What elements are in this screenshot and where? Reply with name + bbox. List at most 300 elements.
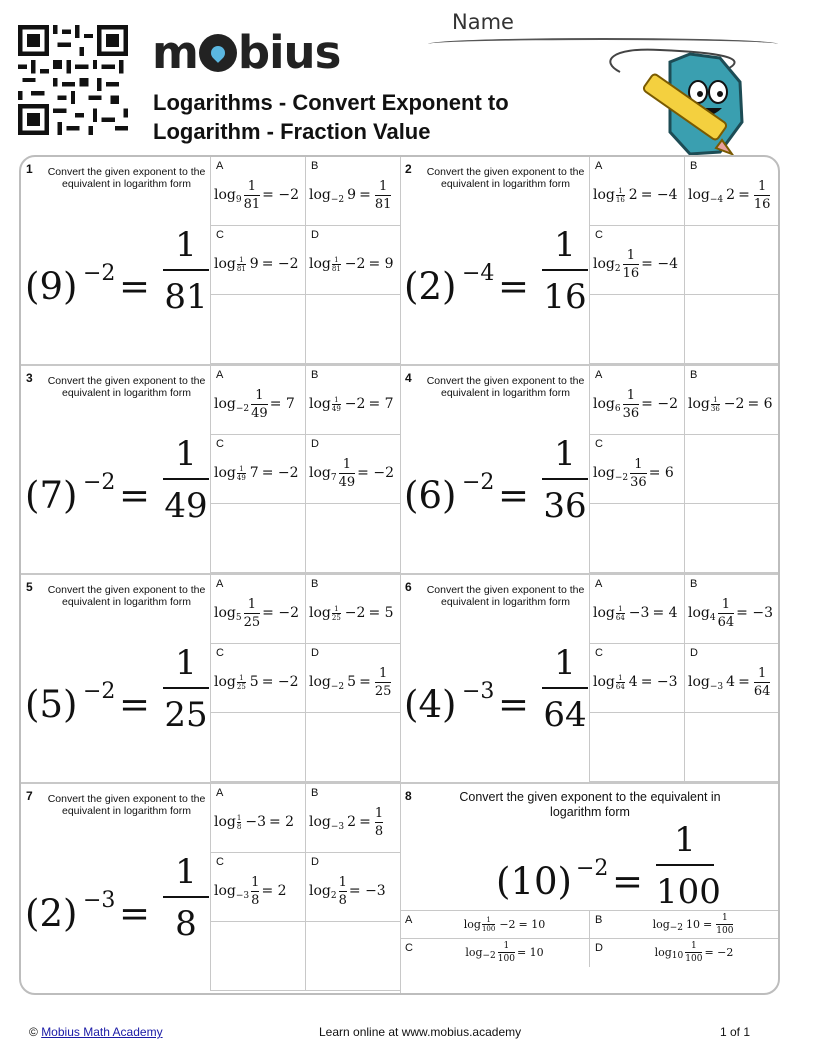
answer-option-a[interactable]: [589, 157, 684, 226]
log-text: log: [652, 918, 670, 931]
log-base-numerator: 1: [334, 255, 339, 264]
option-expression: [593, 238, 683, 290]
expression-fraction: [163, 223, 209, 319]
page-title: [153, 88, 509, 146]
log-text: log: [688, 674, 710, 690]
question-6: [400, 575, 780, 784]
result-denominator: 16: [753, 196, 771, 212]
exponent-expression: [25, 225, 210, 325]
log-argument: −2: [344, 396, 366, 412]
log-base: [236, 604, 242, 623]
argument-numerator: 1: [247, 596, 257, 612]
log-result: = −2: [261, 256, 299, 272]
answer-option-c[interactable]: [400, 939, 589, 967]
equals-sign: =: [119, 474, 151, 517]
log-argument: −2: [723, 396, 745, 412]
argument-denominator: 36: [622, 405, 640, 421]
log-base: [236, 395, 249, 414]
fraction-bar: [542, 687, 588, 689]
equals-sign: =: [498, 265, 530, 308]
result-numerator: 1: [378, 178, 388, 194]
base-value: 7: [39, 474, 63, 517]
footer-link[interactable]: Mobius Math Academy: [41, 1025, 163, 1039]
answer-option-d[interactable]: [305, 226, 400, 295]
answer-option-a[interactable]: [210, 157, 305, 226]
option-letter: B: [311, 578, 319, 590]
log-argument: 4: [726, 674, 736, 690]
answer-option-c[interactable]: [589, 435, 684, 504]
log-base-fraction: [237, 674, 246, 691]
option-expression: [214, 238, 304, 290]
expression-fraction: [163, 432, 209, 528]
question-4: [400, 366, 780, 575]
answer-option-c[interactable]: [210, 226, 305, 295]
fraction-denominator: 36: [543, 486, 587, 526]
option-letter: C: [216, 438, 224, 450]
log-base-numerator: 1: [334, 604, 339, 613]
answer-option-a[interactable]: [210, 784, 305, 853]
question-prompt: Convert the given exponent to the equivalent in logarithm form: [426, 166, 585, 190]
option-letter: A: [216, 369, 224, 381]
expression-base: (9): [25, 265, 78, 308]
option-expression: [214, 865, 304, 917]
name-label: Name: [452, 10, 514, 34]
argument-fraction-bar: [630, 473, 647, 474]
option-expression: [214, 656, 304, 708]
option-expression: [309, 587, 399, 639]
result-numerator: 1: [757, 665, 767, 681]
log-base: [615, 255, 621, 274]
log-base-fraction: [332, 256, 341, 273]
argument-numerator: 1: [251, 874, 260, 890]
log-argument-fraction: [244, 597, 261, 630]
answer-option-b[interactable]: [589, 911, 778, 939]
question-number: 8: [405, 789, 412, 803]
answer-grid: [210, 157, 400, 364]
question-3: [21, 366, 401, 575]
option-letter: B: [690, 578, 698, 590]
result-denominator: 100: [716, 926, 734, 936]
question-prompt: Convert the given exponent to the equivalent in logarithm form: [47, 584, 206, 608]
log-text: log: [214, 465, 236, 481]
log-argument: −3: [628, 605, 650, 621]
result-fraction-bar: [375, 822, 383, 823]
log-base-numerator: 1: [239, 673, 244, 682]
result-denominator: 64: [753, 683, 771, 699]
option-letter: D: [311, 438, 319, 450]
log-base-value: −2: [614, 472, 629, 483]
log-result: = 2: [268, 814, 295, 830]
answer-option-d[interactable]: [684, 644, 779, 713]
log-base-value: −2: [235, 403, 250, 414]
exponent-expression: [404, 434, 589, 534]
answer-cell: [589, 504, 684, 573]
option-expression: [309, 169, 399, 221]
question-prompt: Convert the given exponent to the equivalent in logarithm form: [47, 793, 206, 817]
option-expression: [593, 378, 683, 430]
fraction-denominator: 64: [543, 695, 587, 735]
logo-bius: bius: [237, 26, 341, 79]
question-number: 5: [26, 580, 33, 594]
argument-numerator: 1: [338, 874, 347, 890]
fraction-denominator: 8: [175, 904, 197, 944]
question-prompt: Convert the given exponent to the equivalent in logarithm form: [47, 375, 206, 399]
argument-numerator: 1: [255, 387, 264, 403]
exponent: −4: [462, 261, 495, 286]
log-base-denominator: 64: [615, 613, 625, 622]
question-prompt: Convert the given exponent to the equivalent in logarithm form: [459, 790, 721, 819]
log-base-value: −3: [330, 821, 345, 832]
fraction-numerator: 1: [175, 225, 197, 265]
option-expression: [309, 447, 399, 499]
equals-sign: =: [119, 892, 151, 935]
exponent: −3: [83, 888, 116, 913]
answer-row: [400, 910, 778, 938]
base-value: 6: [418, 474, 442, 517]
answer-option-c[interactable]: [589, 226, 684, 295]
answer-option-d[interactable]: [305, 853, 400, 922]
footer-page: 1 of 1: [720, 1025, 751, 1039]
answer-option-a[interactable]: [210, 366, 305, 435]
answer-cell: [684, 295, 779, 364]
log-base-fraction: [711, 396, 720, 413]
log-text: log: [688, 605, 710, 621]
log-result: = 4: [652, 605, 678, 621]
logo-o-mark: [199, 34, 237, 72]
log-text: log: [214, 883, 236, 899]
log-base-fraction: [616, 605, 625, 622]
question-prompt: Convert the given exponent to the equivalent in logarithm form: [47, 166, 206, 190]
log-base-fraction: [332, 396, 341, 413]
log-base: [331, 464, 337, 483]
log-base-fraction: [237, 814, 241, 831]
result-fraction-bar: [754, 195, 771, 196]
log-base-fraction: [332, 605, 341, 622]
answer-option-a[interactable]: [589, 366, 684, 435]
log-base-value: 7: [330, 472, 337, 483]
argument-denominator: 36: [630, 474, 647, 490]
log-result: = −4: [641, 256, 678, 272]
log-argument-fraction: [718, 597, 735, 630]
expression-fraction: [542, 432, 588, 528]
argument-denominator: 16: [622, 265, 640, 281]
log-argument: 2: [347, 814, 357, 830]
log-text: log: [214, 187, 236, 203]
log-argument: 2: [628, 187, 638, 203]
title-line-1: Logarithms - Convert Exponent to: [153, 90, 509, 115]
log-base-value: −3: [709, 681, 724, 692]
fraction-numerator: 1: [175, 643, 197, 683]
option-expression: [688, 656, 778, 708]
question-number: 1: [26, 162, 33, 176]
exponent-expression: [404, 225, 589, 325]
option-expression: [593, 169, 683, 221]
result-numerator: 1: [721, 913, 728, 923]
answer-cell: [684, 435, 779, 504]
answer-option-c[interactable]: [589, 644, 684, 713]
option-letter: A: [216, 160, 224, 172]
fraction-bar: [542, 269, 588, 271]
question-number: 7: [26, 789, 33, 803]
option-expression: [309, 238, 399, 290]
argument-fraction-bar: [244, 613, 261, 614]
option-expression: [214, 447, 304, 499]
argument-denominator: 8: [338, 892, 347, 908]
log-base-denominator: 25: [331, 613, 341, 622]
expression-base: (6): [404, 474, 457, 517]
expression-base: (2): [404, 265, 457, 308]
answer-cell: [305, 713, 400, 782]
option-letter: D: [311, 856, 319, 868]
log-base-denominator: 25: [236, 682, 246, 691]
log-argument: 5: [347, 674, 357, 690]
log-argument-fraction: [623, 248, 640, 281]
log-text: log: [688, 396, 710, 412]
log-text: log: [593, 465, 615, 481]
log-base-value: 10: [671, 951, 684, 961]
result-fraction: [375, 179, 392, 212]
equals-sign: =: [119, 683, 151, 726]
log-base-value: 9: [235, 194, 242, 205]
log-result: = 9: [368, 256, 394, 272]
equals-sign: =: [498, 683, 530, 726]
option-letter: B: [311, 787, 319, 799]
option-letter: B: [690, 160, 698, 172]
equals-sign: =: [359, 814, 371, 830]
expression-fraction: [542, 223, 588, 319]
option-expression: [420, 911, 589, 938]
log-base-value: −2: [669, 923, 684, 933]
equals-sign: =: [703, 918, 713, 931]
log-text: log: [463, 918, 481, 931]
question-5: [21, 575, 401, 784]
log-base-fraction: [237, 465, 246, 482]
log-base-numerator: 1: [236, 813, 242, 822]
question-number: 6: [405, 580, 412, 594]
answer-option-b[interactable]: [305, 784, 400, 853]
log-argument: −2: [344, 256, 366, 272]
fraction-bar: [163, 896, 209, 898]
option-letter: B: [595, 914, 603, 926]
answer-option-a[interactable]: [400, 911, 589, 939]
question-number: 3: [26, 371, 33, 385]
brand-logo: [152, 28, 340, 78]
log-argument: 4: [628, 674, 638, 690]
log-base: [331, 673, 344, 692]
expression-base: (5): [25, 683, 78, 726]
argument-fraction-bar: [339, 473, 356, 474]
log-base-numerator: 1: [239, 255, 244, 264]
exponent: −2: [83, 679, 116, 704]
question-number: 2: [405, 162, 412, 176]
answer-option-a[interactable]: [210, 575, 305, 644]
answer-option-d[interactable]: [305, 644, 400, 713]
expression-base: (2): [25, 892, 78, 935]
answer-row: [400, 938, 778, 966]
log-base-denominator: 81: [331, 264, 341, 273]
log-base: [710, 604, 716, 623]
log-text: log: [214, 605, 236, 621]
log-argument-fraction: [251, 875, 259, 908]
exponent: −3: [462, 679, 495, 704]
result-fraction: [716, 913, 733, 936]
footer-copyright: [29, 1025, 163, 1039]
log-base-numerator: 1: [618, 673, 623, 682]
log-base: [710, 186, 723, 205]
log-base-fraction: [616, 674, 625, 691]
fraction-denominator: 25: [164, 695, 208, 735]
log-text: log: [465, 946, 483, 959]
expression-fraction: [163, 850, 209, 946]
fraction-bar: [656, 864, 714, 866]
result-denominator: 8: [374, 823, 384, 839]
answer-option-c[interactable]: [210, 644, 305, 713]
log-result: = −2: [641, 396, 678, 412]
log-base: [236, 882, 249, 901]
fraction-denominator: 81: [164, 277, 208, 317]
log-base-value: 5: [235, 612, 242, 623]
fraction-bar: [163, 478, 209, 480]
log-result: = −3: [640, 674, 678, 690]
fraction-bar: [163, 687, 209, 689]
log-argument-fraction: [623, 388, 640, 421]
expression-fraction: [656, 818, 721, 914]
exponent-expression: [404, 643, 589, 743]
answer-cell: [210, 922, 305, 991]
log-base-value: −2: [330, 681, 345, 692]
answer-option-c[interactable]: [210, 435, 305, 504]
qr-code: [18, 25, 128, 135]
exponent-expression: [496, 820, 721, 912]
option-expression: [688, 378, 778, 430]
option-letter: C: [595, 647, 603, 659]
answer-option-b[interactable]: [684, 366, 779, 435]
argument-numerator: 1: [342, 456, 352, 472]
result-fraction: [375, 666, 392, 699]
log-base-fraction: [237, 256, 246, 273]
expression-base: (10): [496, 860, 572, 903]
fraction-bar: [163, 269, 209, 271]
argument-denominator: 8: [251, 892, 260, 908]
answer-cell: [589, 713, 684, 782]
question-prompt: Convert the given exponent to the equivalent in logarithm form: [426, 584, 585, 608]
equals-sign: =: [119, 265, 151, 308]
log-argument-fraction: [339, 875, 347, 908]
log-base-numerator: 1: [239, 464, 244, 473]
answer-cell: [210, 295, 305, 364]
option-expression: [593, 656, 683, 708]
base-value: 9: [39, 265, 63, 308]
answer-option-b[interactable]: [684, 575, 779, 644]
log-text: log: [309, 814, 331, 830]
fraction-numerator: 1: [554, 643, 576, 683]
log-result: = 10: [518, 918, 546, 931]
equals-sign: =: [359, 187, 371, 203]
answer-cell: [684, 504, 779, 573]
equals-sign: =: [738, 674, 750, 690]
log-text: log: [654, 946, 672, 959]
answer-option-d[interactable]: [305, 435, 400, 504]
argument-fraction-bar: [244, 195, 261, 196]
exponent: −2: [576, 856, 609, 881]
log-text: log: [214, 396, 236, 412]
title-line-2: Logarithm - Fraction Value: [153, 119, 431, 144]
log-text: log: [309, 256, 331, 272]
option-letter: D: [311, 229, 319, 241]
question-prompt: Convert the given exponent to the equivalent in logarithm form: [426, 375, 585, 399]
log-base-value: 2: [614, 263, 621, 274]
argument-denominator: 100: [497, 954, 515, 964]
log-base: [615, 395, 621, 414]
log-argument: 9: [347, 187, 357, 203]
answer-option-a[interactable]: [589, 575, 684, 644]
base-value: 2: [39, 892, 63, 935]
answer-option-b[interactable]: [684, 157, 779, 226]
log-base: [615, 464, 628, 483]
fraction-numerator: 1: [554, 434, 576, 474]
option-letter: D: [595, 942, 603, 954]
fraction-numerator: 1: [175, 434, 197, 474]
log-result: = 5: [368, 605, 394, 621]
option-expression: [688, 169, 778, 221]
base-value: 5: [39, 683, 63, 726]
log-text: log: [593, 605, 615, 621]
expression-base: (4): [404, 683, 457, 726]
answer-grid: [210, 575, 400, 782]
log-result: = −4: [640, 187, 678, 203]
answer-option-b[interactable]: [305, 366, 400, 435]
answer-option-b[interactable]: [305, 575, 400, 644]
equals-sign: =: [498, 474, 530, 517]
option-expression: [214, 587, 304, 639]
log-text: log: [309, 605, 331, 621]
argument-fraction-bar: [498, 952, 515, 953]
log-base-value: 4: [709, 612, 716, 623]
result-numerator: 1: [378, 665, 388, 681]
log-text: log: [214, 674, 236, 690]
result-fraction-bar: [754, 682, 771, 683]
log-base: [331, 813, 344, 832]
log-base: [672, 944, 683, 961]
log-base-numerator: 1: [713, 395, 718, 404]
log-result: = 2: [261, 883, 287, 899]
log-base-denominator: 49: [331, 404, 341, 413]
log-base-value: 6: [614, 403, 621, 414]
option-letter: C: [216, 856, 224, 868]
question-2: [400, 157, 780, 366]
option-expression: [214, 796, 304, 848]
answer-cell: [305, 295, 400, 364]
argument-fraction-bar: [623, 264, 640, 265]
log-base-numerator: 1: [618, 604, 623, 613]
option-expression: [420, 939, 589, 966]
argument-denominator: 100: [685, 954, 703, 964]
option-letter: A: [595, 369, 603, 381]
log-base-value: 2: [330, 890, 337, 901]
option-expression: [309, 656, 399, 708]
answer-option-d[interactable]: [589, 939, 778, 967]
log-argument: −2: [344, 605, 366, 621]
question-7: [21, 784, 401, 993]
log-result: = −3: [736, 605, 773, 621]
argument-numerator: 1: [626, 247, 636, 263]
log-argument-fraction: [244, 179, 261, 212]
log-result: = 6: [747, 396, 773, 412]
answer-option-c[interactable]: [210, 853, 305, 922]
answer-option-b[interactable]: [305, 157, 400, 226]
option-expression: [593, 587, 683, 639]
base-value: 10: [510, 860, 558, 903]
